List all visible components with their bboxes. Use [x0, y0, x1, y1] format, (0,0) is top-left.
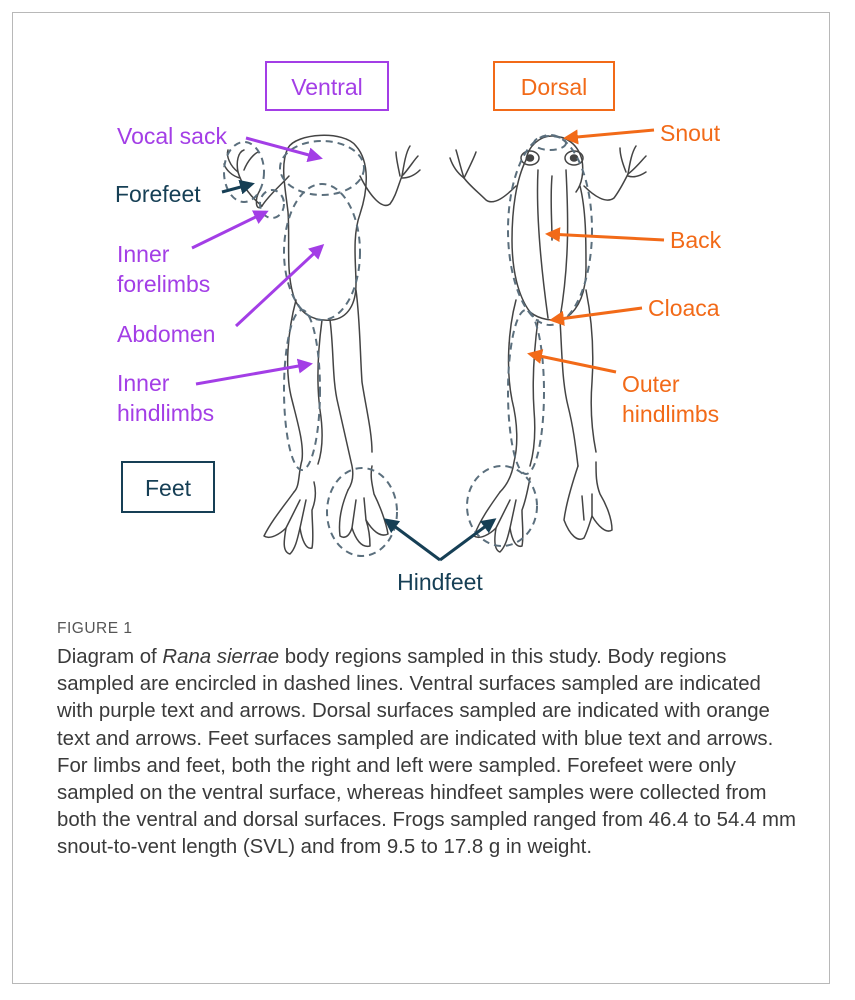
abdomen-arrow — [236, 246, 322, 326]
outer-hindlimb-region — [508, 310, 544, 474]
caption-text — [57, 644, 802, 862]
hindfeet-label: Hindfeet — [397, 569, 483, 595]
figure-caption — [57, 620, 802, 862]
back-label: Back — [670, 227, 722, 253]
outer-hindlimbs-label-line1: Outer — [622, 371, 680, 397]
cloaca-arrow — [552, 308, 642, 320]
inner-hindlimbs-label-line1: Inner — [117, 370, 170, 396]
back-arrow — [548, 234, 664, 240]
dorsal-frog-drawing — [450, 136, 646, 552]
cloaca-label: Cloaca — [648, 295, 720, 321]
snout-label: Snout — [660, 120, 721, 146]
inner-forelimbs-label-line2: forelimbs — [117, 271, 211, 297]
caption-text-start: Diagram of — [57, 646, 163, 668]
forefeet-label: Forefeet — [115, 181, 201, 207]
snout-region — [534, 136, 566, 150]
inner-hindlimbs-label-line2: hindlimbs — [117, 400, 215, 426]
inner-hindlimbs-arrow — [196, 364, 310, 384]
caption-text-rest: body regions sampled in this study. Body regions sampled are encircled in dashed lines. Ventral surfaces sampled are indicated with purple text and arrows. Dorsal surfaces sampled are indicated with orange text and arrows. Feet surfaces sampled are indicated with blue text and arrows. For limbs and feet, both the right and left were sampled. Forefeet were only sampled on the ventral surface, whereas hindfeet samples were collected from both the ventral and dorsal surfaces. Frogs sampled ranged from 46.4 to 54.4 mm snout-to-vent length (SVL) and from 9.5 to 17.8 g in weight. — [57, 646, 796, 859]
inner-forelimbs-label-line1: Inner — [117, 241, 170, 267]
dorsal-box-label: Dorsal — [520, 74, 588, 100]
abdomen-label: Abdomen — [117, 321, 216, 347]
hindfeet-arrow-ventral — [386, 520, 440, 560]
feet-box-label: Feet — [144, 475, 192, 501]
ventral-hindfoot-region — [327, 468, 397, 556]
ventral-box-label: Ventral — [291, 74, 363, 100]
sampled-regions — [224, 135, 592, 556]
vocal-sack-label: Vocal sack — [117, 123, 227, 149]
hindfeet-arrow-dorsal — [440, 520, 494, 560]
outer-hindlimbs-label-line2: hindlimbs — [622, 401, 720, 427]
species-name: Rana sierrae — [162, 646, 280, 668]
figure-number: FIGURE 1 — [57, 620, 133, 637]
snout-arrow — [566, 130, 654, 138]
inner-forelimbs-arrow — [192, 212, 266, 248]
abdomen-region — [284, 184, 360, 320]
